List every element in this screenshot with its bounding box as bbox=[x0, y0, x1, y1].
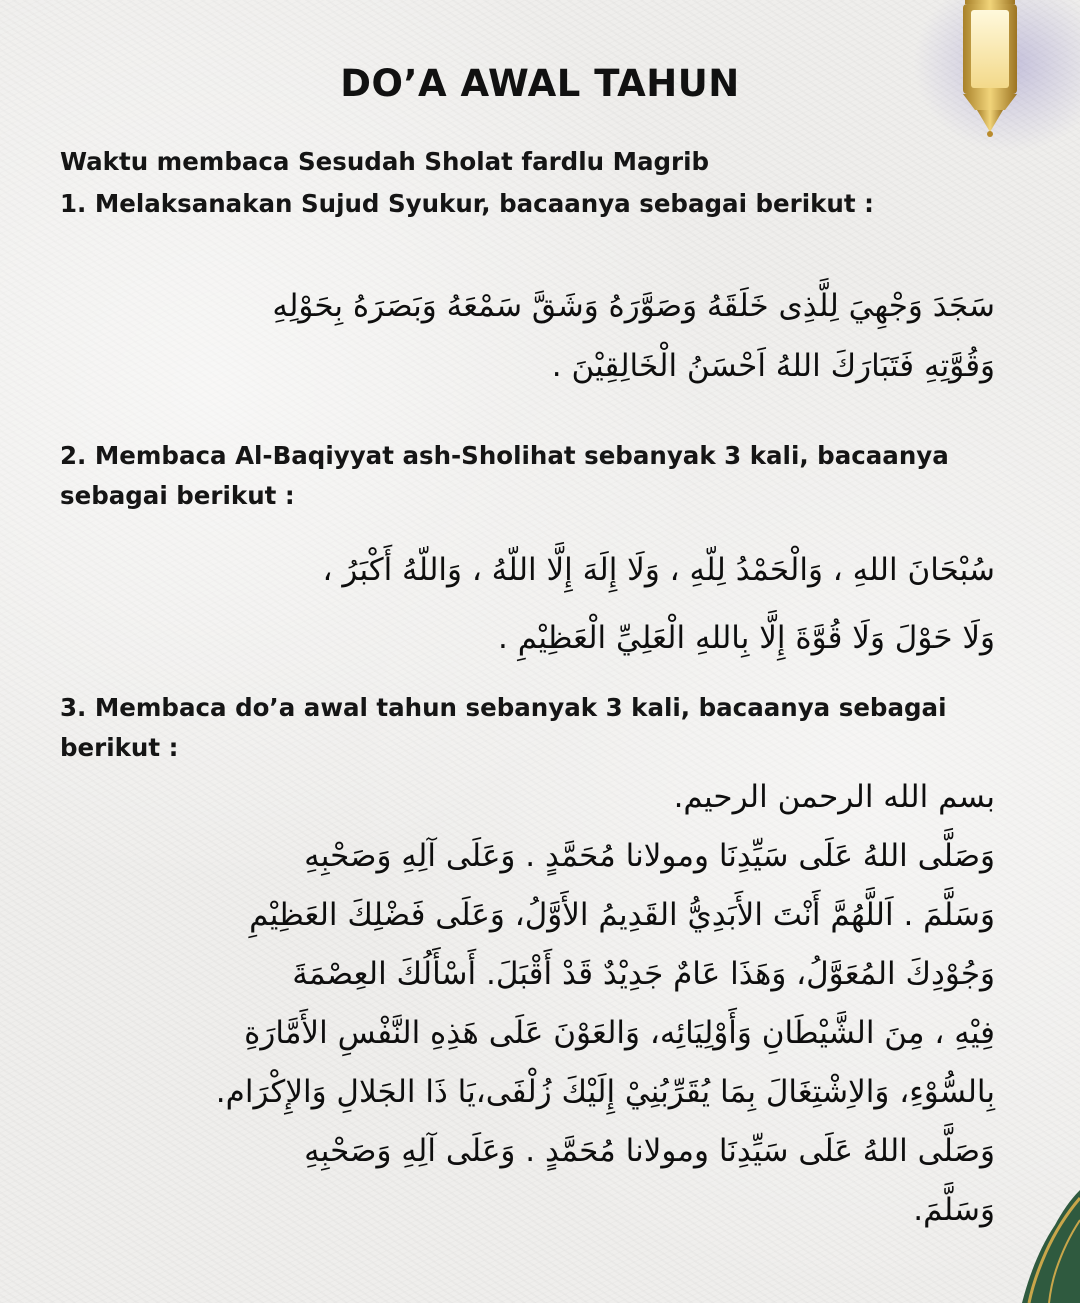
intro-time-line: Waktu membaca Sesudah Sholat fardlu Magrib bbox=[60, 147, 710, 176]
corner-ornament-icon bbox=[1010, 1190, 1080, 1303]
page-title: DO’A AWAL TAHUN bbox=[340, 62, 740, 105]
section1-arabic bbox=[60, 276, 995, 396]
arabic-line: وَجُوْدِكَ المُعَوَّلُ، وَهَذَا عَامٌ جَدِيْدٌ قَدْ أَقْبَلَ. أَسْأَلُكَ العِصْمَةَ bbox=[292, 956, 995, 992]
arabic-line: وَقُوَّتِهِ فَتَبَارَكَ اللهُ اَحْسَنُ الْخَالِقِيْنَ . bbox=[551, 348, 995, 384]
arabic-line: سَجَدَ وَجْهِيَ لِلَّذِى خَلَقَهُ وَصَوَّرَهُ وَشَقَّ سَمْعَهُ وَبَصَرَهُ بِحَوْلِهِ bbox=[272, 288, 995, 324]
arabic-line: وَصَلَّى اللهُ عَلَى سَيِّدِنَا ومولانا مُحَمَّدٍ . وَعَلَى آلِهِ وَصَحْبِهِ bbox=[304, 1133, 995, 1169]
section2-arabic bbox=[60, 536, 995, 672]
section3-heading-line2: berikut : bbox=[60, 733, 179, 762]
section2-heading-line2: sebagai berikut : bbox=[60, 481, 295, 510]
arabic-line: بسم الله الرحمن الرحيم. bbox=[673, 779, 995, 815]
arabic-line: فِيْهِ ، مِنَ الشَّيْطَانِ وَأَوْلِيَائِه، وَالعَوْنَ عَلَى هَذِهِ النَّفْسِ الأَمَّارَةِ bbox=[244, 1015, 995, 1051]
section3-arabic bbox=[60, 768, 995, 1240]
arabic-line: وَصَلَّى اللهُ عَلَى سَيِّدِنَا ومولانا مُحَمَّدٍ . وَعَلَى آلِهِ وَصَحْبِهِ bbox=[304, 838, 995, 874]
section1-heading: 1. Melaksanakan Sujud Syukur, bacaanya sebagai berikut : bbox=[60, 189, 874, 218]
arabic-line: وَسَلَّمَ . اَللَّهُمَّ أَنْتَ الأَبَدِيُّ القَدِيمُ الأَوَّلُ، وَعَلَى فَضْلِكَ العَظِيْمِ bbox=[249, 897, 995, 933]
arabic-line: بِالسُّوْءِ، وَالاِشْتِغَالَ بِمَا يُقَرِّبُنِيْ إِلَيْكَ زُلْفَى،يَا ذَا الجَلالِ وَالإِكْرَام. bbox=[215, 1074, 995, 1110]
arabic-line: وَسَلَّمَ. bbox=[913, 1192, 995, 1228]
section2-heading-line1: 2. Membaca Al-Baqiyyat ash-Sholihat sebanyak 3 kali, bacaanya bbox=[60, 441, 949, 470]
section3-heading-line1: 3. Membaca do’a awal tahun sebanyak 3 kali, bacaanya sebagai bbox=[60, 693, 947, 722]
arabic-line: وَلَا حَوْلَ وَلَا قُوَّةَ إِلَّا بِاللهِ الْعَلِيِّ الْعَظِيْمِ . bbox=[498, 620, 995, 656]
arabic-line: سُبْحَانَ اللهِ ، وَالْحَمْدُ لِلّهِ ، وَلَا إِلَهَ إِلَّا اللّهُ ، وَاللّهُ أَكْبَرُ ، bbox=[322, 552, 995, 588]
